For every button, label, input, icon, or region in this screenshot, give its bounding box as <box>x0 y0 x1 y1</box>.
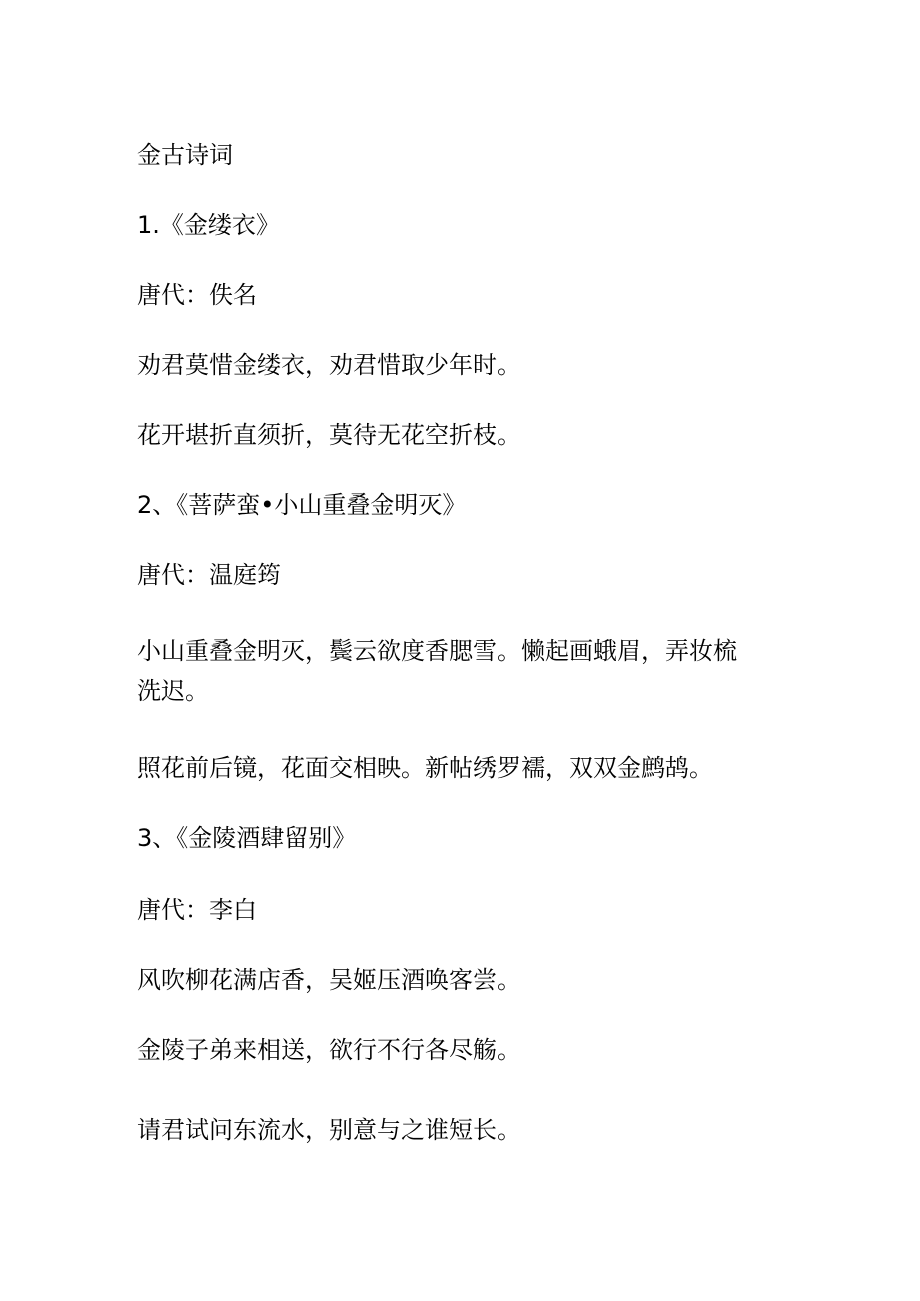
poem-1-author: 唐代：佚名 <box>137 281 257 309</box>
poem-2-line-1: 小山重叠金明灭，鬓云欲度香腮雪。懒起画蛾眉，弄妆梳洗迟。 <box>137 637 737 705</box>
poem-1-line-1: 劝君莫惜金缕衣，劝君惜取少年时。 <box>137 351 521 379</box>
poem-3-line-2: 金陵子弟来相送，欲行不行各尽觞。 <box>137 1036 521 1064</box>
poem-2-heading: 2、《菩萨蛮•小山重叠金明灭》 <box>137 491 467 519</box>
poem-3-line-3: 请君试问东流水，别意与之谁短长。 <box>137 1116 521 1144</box>
poem-3-author: 唐代：李白 <box>137 896 257 924</box>
poem-3-line-1: 风吹柳花满店香，吴姬压酒唤客尝。 <box>137 966 521 994</box>
document-title: 金古诗词 <box>137 141 233 169</box>
poem-1-line-2: 花开堪折直须折，莫待无花空折枝。 <box>137 421 521 449</box>
poem-2-line-2: 照花前后镜，花面交相映。新帖绣罗襦，双双金鹧鸪。 <box>137 754 713 782</box>
poem-1-heading: 1.《金缕衣》 <box>137 211 280 239</box>
poem-2-author: 唐代：温庭筠 <box>137 561 281 589</box>
poem-3-heading: 3、《金陵酒肆留别》 <box>137 824 357 852</box>
